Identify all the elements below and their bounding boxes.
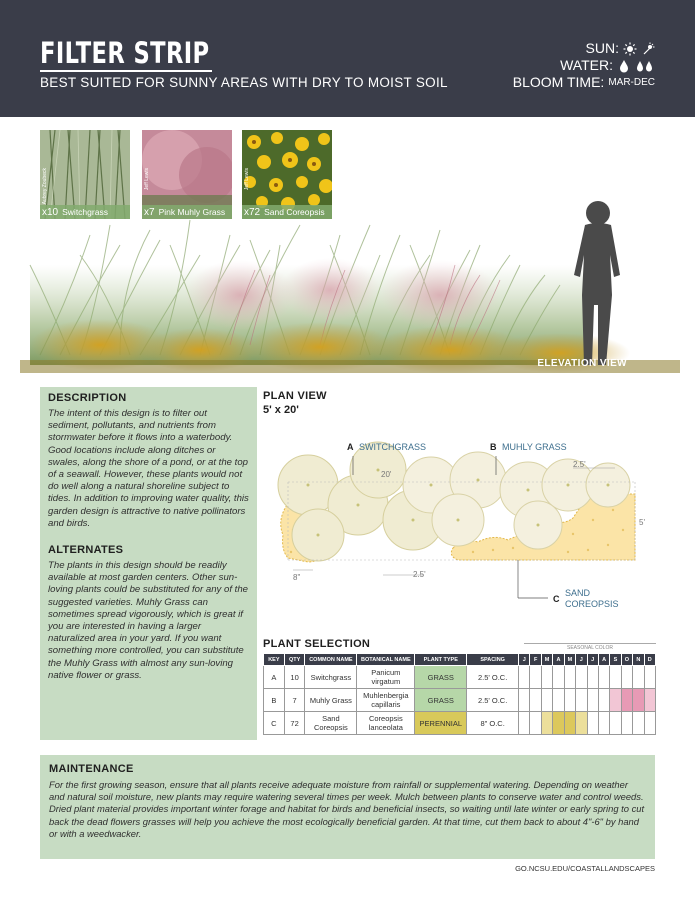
month-cell — [553, 712, 564, 735]
month-cell — [564, 666, 575, 689]
month-header: F — [530, 654, 541, 666]
month-cell — [598, 666, 609, 689]
month-header: J — [576, 654, 587, 666]
bloom-value: MAR-DEC — [608, 77, 655, 88]
callout-c-key: C — [553, 594, 560, 604]
month-header: J — [587, 654, 598, 666]
photo-credit: Jeff Lewis — [244, 168, 250, 191]
botanical-line: Coreopsis — [368, 714, 403, 723]
maintenance-panel — [40, 755, 655, 859]
title-underline — [40, 70, 212, 72]
qty-cell: 10 — [284, 666, 305, 689]
sun-label: SUN: — [585, 40, 619, 56]
seasonal-color-label: SEASONAL COLOR — [524, 643, 656, 651]
botanical-line: lanceolata — [368, 723, 403, 732]
page-title: FILTER STRIP — [40, 36, 210, 70]
month-cell — [587, 689, 598, 712]
elevation-illustration — [0, 195, 695, 373]
month-cell — [644, 666, 655, 689]
callout-a-key: A — [347, 442, 354, 452]
month-header: M — [541, 654, 552, 666]
key-cell: A — [264, 666, 285, 689]
photo-quantity: x72 — [244, 207, 261, 218]
month-cell — [644, 689, 655, 712]
photo-muhly-grass — [142, 130, 232, 219]
month-cell — [541, 712, 552, 735]
month-header: M — [564, 654, 575, 666]
month-cell — [541, 689, 552, 712]
botanical-name-cell — [357, 689, 415, 712]
table-row — [264, 689, 656, 712]
month-header: J — [519, 654, 530, 666]
photo-quantity: x7 — [144, 207, 155, 218]
photo-switchgrass — [40, 130, 130, 219]
photo-credit: Jeff Lewis — [144, 168, 150, 191]
photo-plant-name: Switchgrass — [62, 207, 108, 217]
water-requirement — [513, 57, 655, 74]
photo-sand-coreopsis — [242, 130, 332, 219]
maintenance-text: For the first growing season, ensure that all plants receive adequate moisture from rainfall or supplemental watering. Depending on weather and natural soil moisture, new plants may require watering several times per week. Mulch between plants to conserve water and control weeds. Dried plant material provides important winter forage and habitat for birds and beneficial insects, so waiting until late winter or early spring to cut back the dead flowers grasses will help you achieve the most ecologically beneficial garden. At that time, cut them back to about 4"-6" by hand or with a weedwacker. — [49, 779, 645, 839]
month-cell — [598, 712, 609, 735]
plan-spacing-a-label: 2.5' — [413, 570, 426, 579]
month-cell — [564, 689, 575, 712]
month-cell — [553, 666, 564, 689]
photo-caption — [242, 205, 332, 219]
col-header: QTY — [284, 654, 305, 666]
month-cell — [553, 689, 564, 712]
footer-url[interactable]: GO.NCSU.EDU/COASTALLANDSCAPES — [515, 864, 655, 873]
description-panel — [40, 387, 257, 740]
callout-c-name-1: SAND — [565, 588, 591, 598]
key-cell: C — [264, 712, 285, 735]
botanical-line: Muhlenbergia — [363, 691, 409, 700]
botanical-name-cell — [357, 712, 415, 735]
month-header: A — [553, 654, 564, 666]
month-cell — [621, 666, 632, 689]
month-cell — [644, 712, 655, 735]
month-cell — [519, 689, 530, 712]
description-title: DESCRIPTION — [48, 392, 127, 404]
plan-length-label: 20' — [381, 470, 392, 479]
plan-view-title: PLAN VIEW — [263, 390, 327, 402]
description-text: The intent of this design is to filter out sediment, pollutants, and nutrients from stormwater before it flows into a waterbody. Good locations include along ditches or swales, along the shore of a pond, or at the top of a seawall. However, these plants would not do well along a natural shoreline subject to tides. In addition to improving water quality, this garden design is attractive to native pollinators and birds. — [48, 408, 249, 529]
month-cell — [621, 712, 632, 735]
month-cell — [576, 712, 587, 735]
photo-plant-name: Pink Muhly Grass — [158, 207, 226, 217]
common-line: Sand — [322, 714, 340, 723]
qty-cell: 7 — [284, 689, 305, 712]
callout-b-name: MUHLY GRASS — [502, 442, 567, 452]
plant-type-cell: GRASS — [415, 666, 467, 689]
callout-c-name-2: COREOPSIS — [565, 599, 619, 609]
spacing-cell: 8" O.C. — [467, 712, 519, 735]
month-cell — [530, 689, 541, 712]
month-cell — [564, 712, 575, 735]
common-name-cell: Muhly Grass — [305, 689, 357, 712]
plant-selection-table — [263, 653, 656, 735]
month-header: N — [633, 654, 644, 666]
double-water-drop-icon — [635, 59, 655, 73]
photo-quantity: x10 — [42, 207, 59, 218]
month-cell — [633, 712, 644, 735]
plan-spacing-c-label: 8" — [293, 573, 301, 582]
spacing-cell: 2.5' O.C. — [467, 689, 519, 712]
spacing-cell: 2.5' O.C. — [467, 666, 519, 689]
table-header-row — [264, 654, 656, 666]
month-cell — [610, 712, 621, 735]
water-drop-icon — [617, 59, 631, 73]
month-cell — [530, 666, 541, 689]
table-row — [264, 666, 656, 689]
month-cell — [519, 666, 530, 689]
month-cell — [610, 666, 621, 689]
botanical-line: virgatum — [371, 677, 401, 686]
month-cell — [610, 689, 621, 712]
bloom-label: BLOOM TIME: — [512, 74, 605, 90]
alternates-title: ALTERNATES — [48, 544, 124, 557]
month-cell — [621, 689, 632, 712]
key-cell: B — [264, 689, 285, 712]
photo-caption — [40, 205, 130, 219]
page-header — [0, 0, 695, 117]
qty-cell: 72 — [284, 712, 305, 735]
photo-credit: Aubrey Zoubeck — [42, 168, 48, 205]
elevation-view-label: ELEVATION VIEW — [537, 358, 627, 369]
page-subtitle: BEST SUITED FOR SUNNY AREAS WITH DRY TO MOIST SOIL — [40, 75, 448, 90]
common-name-cell — [305, 712, 357, 735]
month-cell — [633, 689, 644, 712]
alternates-text: The plants in this design should be readily available at most garden centers. Other sun-loving plants could be substituted for any of the suggested varieties. Muhly Grass can sometimes spread vigorously, which is great if you are interested in having a larger naturalized area in your yard. If you want something more controlled, you can substitute the Muhly Grass with almost any sun-loving native flower or grass. — [48, 560, 248, 681]
month-cell — [519, 712, 530, 735]
partial-sun-icon — [641, 42, 655, 56]
month-header: A — [598, 654, 609, 666]
col-header: KEY — [264, 654, 285, 666]
table-row — [264, 712, 656, 735]
botanical-name-cell — [357, 666, 415, 689]
callout-a-name: SWITCHGRASS — [359, 442, 427, 452]
sun-icon — [623, 42, 637, 56]
month-header: S — [610, 654, 621, 666]
month-header: D — [644, 654, 655, 666]
plant-type-cell: GRASS — [415, 689, 467, 712]
plan-dimensions: 5' x 20' — [263, 404, 299, 416]
plan-width-label: 5' — [639, 518, 645, 527]
month-cell — [587, 666, 598, 689]
month-cell — [576, 666, 587, 689]
month-cell — [576, 689, 587, 712]
botanical-line: Panicum — [371, 668, 401, 677]
plan-spacing-b-label: 2.5' — [573, 460, 586, 469]
common-name-cell: Switchgrass — [305, 666, 357, 689]
sun-requirement — [513, 40, 655, 57]
month-cell — [633, 666, 644, 689]
callout-b-key: B — [490, 442, 497, 452]
maintenance-title: MAINTENANCE — [49, 763, 134, 775]
col-header: PLANT TYPE — [415, 654, 467, 666]
plant-type-cell: PERENNIAL — [415, 712, 467, 735]
col-header: BOTANICAL NAME — [357, 654, 415, 666]
month-cell — [598, 689, 609, 712]
month-header: O — [621, 654, 632, 666]
bloom-time — [513, 74, 655, 91]
plant-selection-title: PLANT SELECTION — [263, 638, 371, 650]
water-label: WATER: — [560, 57, 613, 73]
month-cell — [587, 712, 598, 735]
botanical-line: capillaris — [371, 700, 401, 709]
common-line: Coreopsis — [314, 723, 348, 732]
photo-plant-name: Sand Coreopsis — [264, 207, 325, 217]
col-header: COMMON NAME — [305, 654, 357, 666]
month-cell — [541, 666, 552, 689]
plan-view-diagram — [263, 430, 658, 620]
col-header: SPACING — [467, 654, 519, 666]
photo-caption — [142, 205, 232, 219]
requirements-block — [513, 40, 655, 91]
month-cell — [530, 712, 541, 735]
